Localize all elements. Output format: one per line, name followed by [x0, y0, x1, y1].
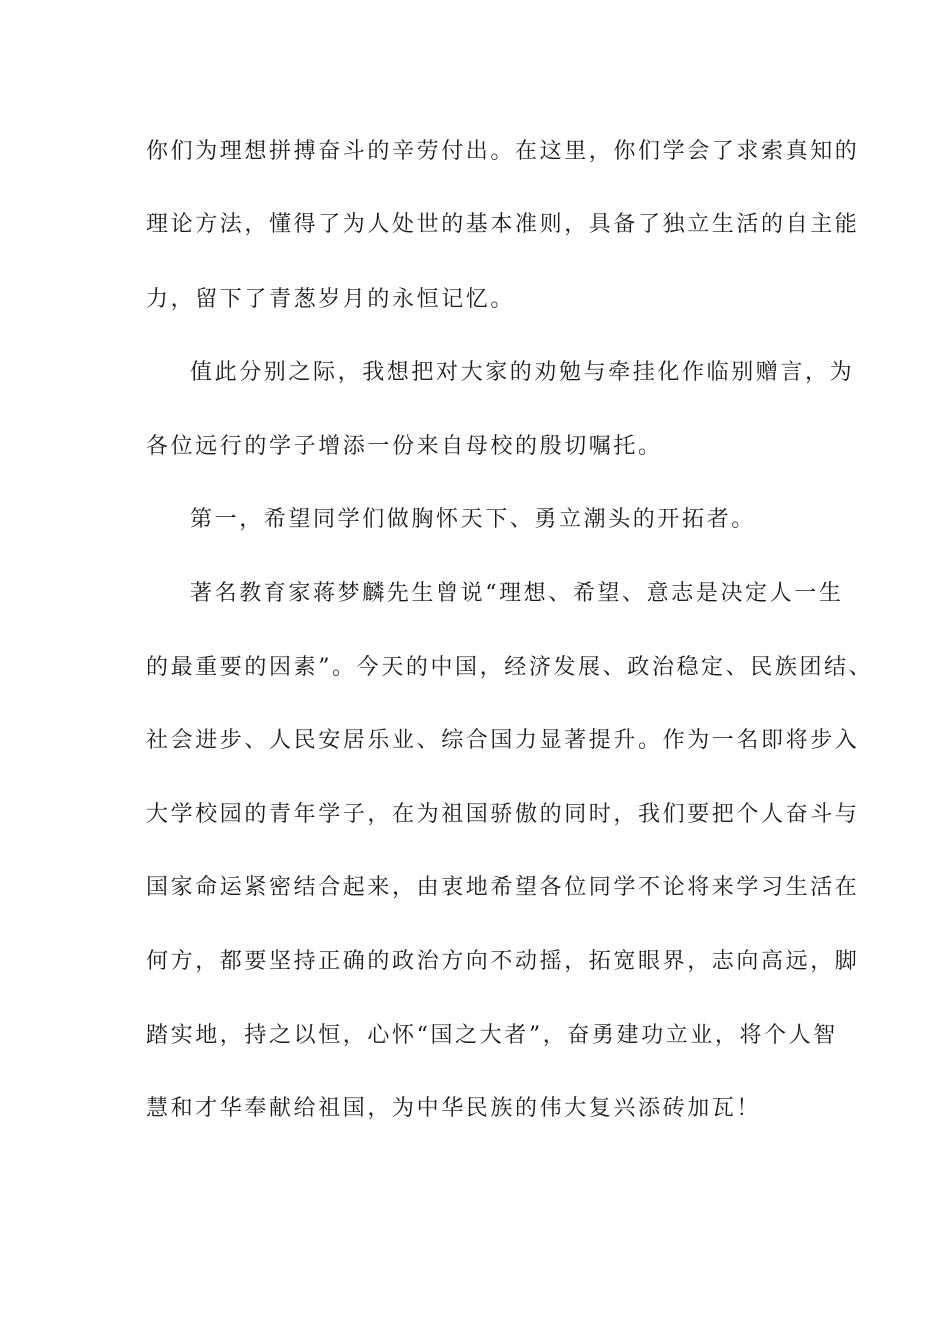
text-line: 社会进步、人民安居乐业、综合国力显著提升。作为一名即将步入: [146, 728, 860, 753]
text-line: 踏实地，持之以恒，心怀“国之大者”，奋勇建功立业，将个人智: [146, 1023, 838, 1048]
text-line: 力，留下了青葱岁月的永恒记忆。: [146, 287, 516, 312]
text-line: 各位远行的学子增添一份来自母校的殷切嘱托。: [146, 434, 663, 459]
text-line: 值此分别之际，我想把对大家的劝勉与牵挂化作临别赠言，为: [190, 360, 855, 385]
text-line: 慧和才华奉献给祖国，为中华民族的伟大复兴添砖加瓦！: [146, 1096, 762, 1121]
text-line: 著名教育家蒋梦麟先生曾说“理想、希望、意志是决定人一生: [190, 581, 844, 606]
text-line: 第一，希望同学们做胸怀天下、勇立潮头的开拓者。: [190, 507, 756, 532]
text-line: 国家命运紧密结合起来，由衷地希望各位同学不论将来学习生活在: [146, 875, 860, 900]
text-line: 的最重要的因素”。今天的中国，经济发展、政治稳定、民族团结、: [146, 655, 874, 680]
text-line: 何方，都要坚持正确的政治方向不动摇，拓宽眼界，志向高远，脚: [146, 949, 860, 974]
text-line: 理论方法，懂得了为人处世的基本准则，具备了独立生活的自主能: [146, 212, 860, 237]
text-line: 你们为理想拼搏奋斗的辛劳付出。在这里，你们学会了求索真知的: [146, 139, 860, 164]
text-line: 大学校园的青年学子，在为祖国骄傲的同时，我们要把个人奋斗与: [146, 802, 860, 827]
